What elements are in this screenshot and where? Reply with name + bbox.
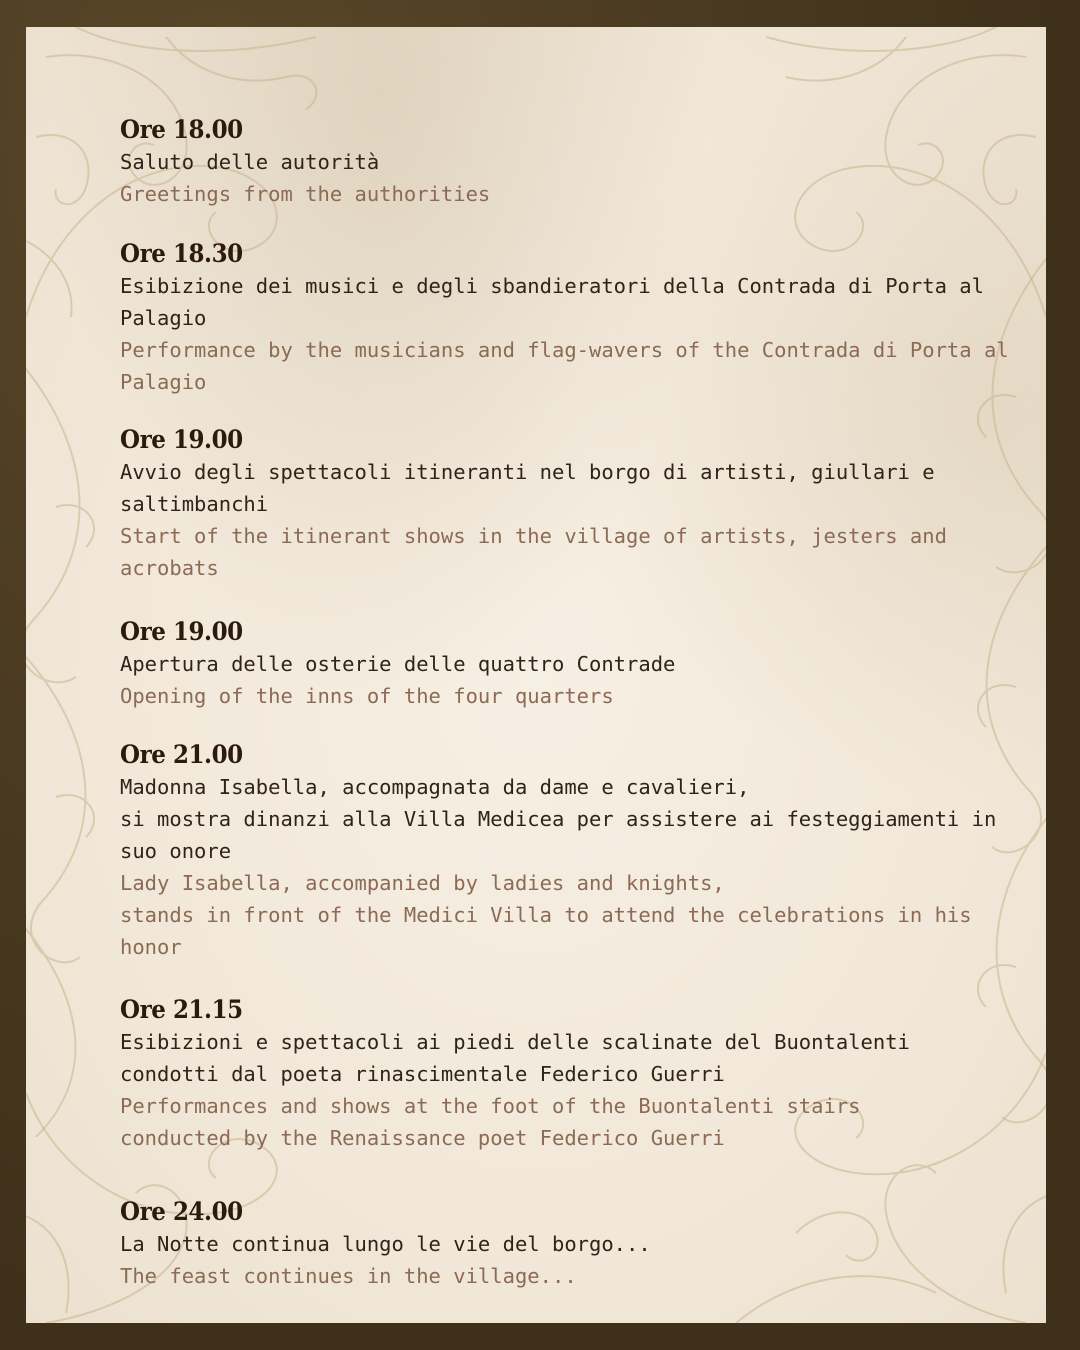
schedule-item <box>120 993 1020 1154</box>
event-description-italian: Saluto delle autorità <box>120 150 380 174</box>
event-description-italian: Apertura delle osterie delle quattro Contrade <box>120 652 676 676</box>
schedule-item <box>120 423 1020 584</box>
event-time: Ore 24.00 <box>120 1197 243 1226</box>
event-time: Ore 18.00 <box>120 115 243 144</box>
event-time: Ore 21.00 <box>120 740 243 769</box>
event-description-english: Performances and shows at the foot of the Buontalenti stairs conducted by the Renaissance poet Federico Guerri <box>120 1094 861 1150</box>
event-description-english: Start of the itinerant shows in the village of artists, jesters and acrobats <box>120 524 947 580</box>
event-description-italian: Esibizione dei musici e degli sbandieratori della Contrada di Porta al Palagio <box>120 274 984 330</box>
event-description-english: Performance by the musicians and flag-wavers of the Contrada di Porta al Palagio <box>120 338 1009 394</box>
event-description-english: Opening of the inns of the four quarters <box>120 684 614 708</box>
event-time: Ore 21.15 <box>120 995 243 1024</box>
event-description-english: The feast continues in the village... <box>120 1264 577 1288</box>
schedule-item <box>120 738 1020 963</box>
event-time: Ore 19.00 <box>120 617 243 646</box>
event-description-english: Greetings from the authorities <box>120 182 491 206</box>
event-time: Ore 18.30 <box>120 239 243 268</box>
event-description-italian: Madonna Isabella, accompagnata da dame e cavalieri, si mostra dinanzi alla Villa Medicea per assistere ai festeggiamenti in suo onore <box>120 775 997 863</box>
event-time: Ore 19.00 <box>120 425 243 454</box>
schedule-item <box>120 1195 651 1292</box>
schedule-item <box>120 113 490 210</box>
event-description-italian: Avvio degli spettacoli itineranti nel borgo di artisti, giullari e saltimbanchi <box>120 460 935 516</box>
event-description-italian: Esibizioni e spettacoli ai piedi delle scalinate del Buontalenti condotti dal poeta rinascimentale Federico Guerri <box>120 1030 910 1086</box>
event-description-italian: La Notte continua lungo le vie del borgo... <box>120 1232 651 1256</box>
parchment-page <box>26 27 1046 1323</box>
event-description-english: Lady Isabella, accompanied by ladies and knights, stands in front of the Medici Villa to attend the celebrations in his honor <box>120 871 972 959</box>
schedule-item <box>120 237 1020 398</box>
schedule-item <box>120 615 675 712</box>
